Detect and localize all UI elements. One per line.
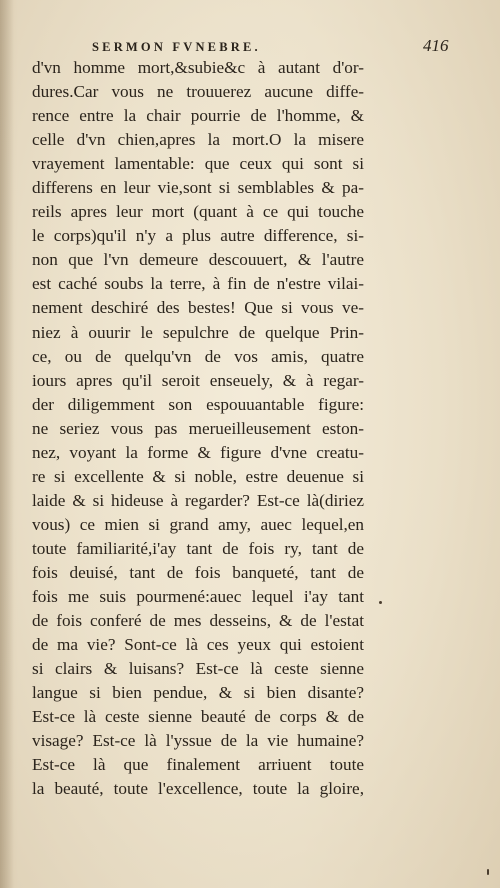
text-line: laide & si hideuse à regarder? Est-ce là(diriez — [32, 490, 364, 510]
text-line: ce, ou de quelqu'vn de vos amis, quatre — [32, 346, 364, 366]
text-line: nement deschiré des bestes! Que si vous ve- — [32, 298, 364, 318]
text-line: visage? Est-ce là l'yssue de la vie humaine? — [32, 731, 364, 751]
text-line: vrayement lamentable: que ceux qui sont si — [32, 154, 364, 174]
text-line: niez à ouurir le sepulchre de quelque Prin- — [32, 322, 364, 342]
text-line: reils apres leur mort (quant à ce qui touche — [32, 202, 364, 222]
text-line: est caché soubs la terre, à fin de n'estre vilai- — [32, 274, 364, 294]
text-line: rence entre la chair pourrie de l'homme, & — [32, 106, 364, 126]
text-line: toute familiarité,i'ay tant de fois ry, tant de — [32, 538, 364, 558]
text-line: re si excellente & si noble, estre deuenue si — [32, 466, 364, 486]
text-line: der diligemment son espouuantable figure: — [32, 394, 364, 414]
ink-speck — [487, 869, 489, 875]
text-line: ne seriez vous pas merueilleusement eston- — [32, 418, 364, 438]
text-line: vous) ce mien si grand amy, auec lequel,en — [32, 514, 364, 534]
running-head: SERMON FVNEBRE. — [92, 40, 261, 54]
page-gutter-shadow — [0, 0, 14, 888]
text-line: nez, voyant la forme & figure d'vne creatu- — [32, 442, 364, 462]
text-line: si clairs & luisans? Est-ce là ceste sienne — [32, 659, 364, 679]
text-line: non que l'vn demeure descouuert, & l'autre — [32, 250, 364, 270]
text-line: Est-ce là ceste sienne beauté de corps & de — [32, 707, 364, 727]
text-line: differens en leur vie,sont si semblables & pa- — [32, 178, 364, 198]
text-line: Est-ce là que finalement arriuent toute — [32, 755, 364, 775]
page-number: 416 — [423, 36, 449, 55]
text-line: langue si bien pendue, & si bien disante? — [32, 683, 364, 703]
text-line: de ma vie? Sont-ce là ces yeux qui estoient — [32, 635, 364, 655]
text-line: d'vn homme mort,&subie&c à autant d'or- — [32, 58, 364, 77]
text-line: fois me suis pourmené:auec lequel i'ay tant — [32, 587, 364, 607]
text-line: le corps)qu'il n'y a plus autre difference, si- — [32, 226, 364, 246]
body-text — [32, 56, 364, 801]
text-line: de fois conferé de mes desseins, & de l'estat — [32, 611, 364, 631]
text-line: fois deuisé, tant de fois banqueté, tant de — [32, 562, 364, 582]
ink-speck — [379, 601, 382, 604]
text-line: celle d'vn chien,apres la mort.O la misere — [32, 130, 364, 150]
text-line: iours apres qu'il seroit enseuely, & à regar- — [32, 370, 364, 390]
text-line: dures.Car vous ne trouuerez aucune diffe- — [32, 82, 364, 102]
text-line: la beauté, toute l'excellence, toute la gloire, — [32, 779, 364, 799]
